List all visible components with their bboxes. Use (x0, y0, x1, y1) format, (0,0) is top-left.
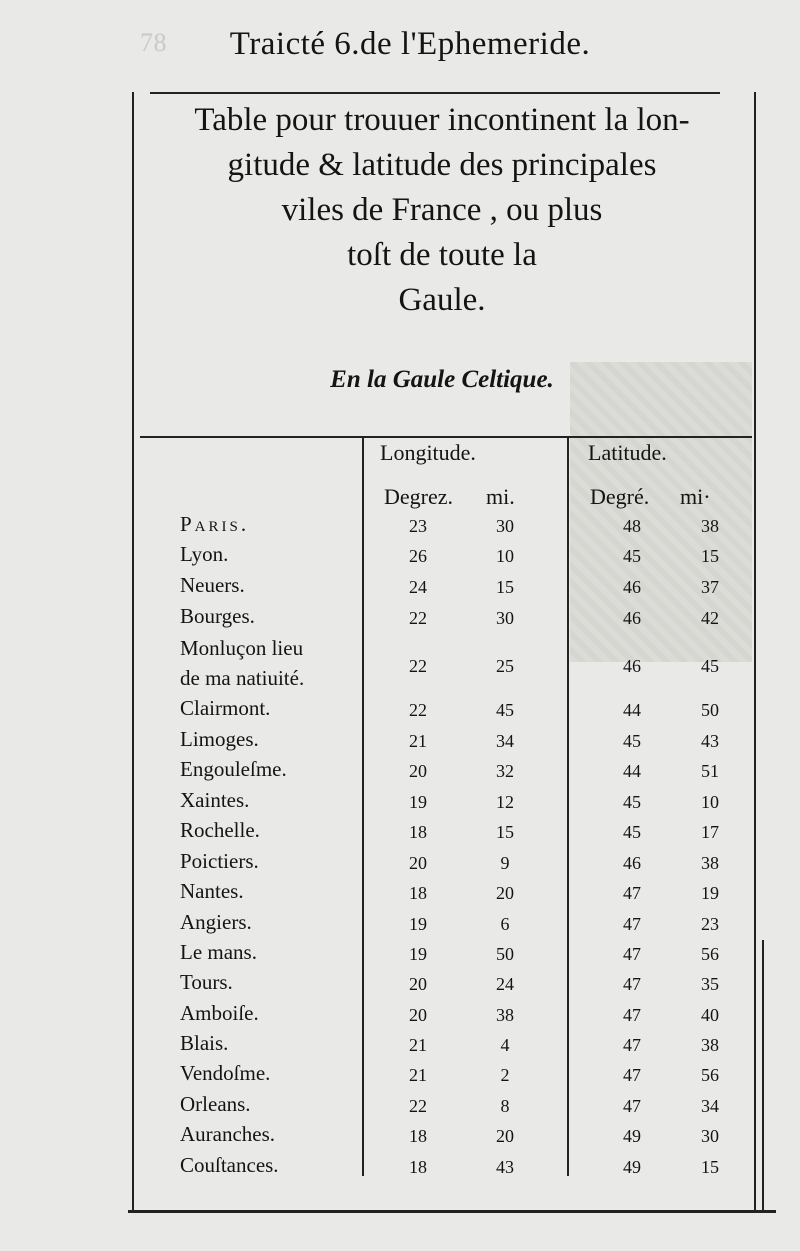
longitude-degrees-cell: 22 (409, 700, 427, 720)
section-heading: En la Gaule Celtique. (330, 366, 554, 393)
running-head (140, 26, 670, 63)
city-name: Tours. (180, 970, 233, 994)
city-name: Angiers. (180, 910, 252, 934)
longitude-degrees-cell: 24 (409, 577, 427, 597)
latitude-minutes-cell: 51 (701, 761, 719, 781)
longitude-minutes-cell: 30 (496, 608, 514, 628)
city-name: Poictiers. (180, 849, 259, 873)
latitude-minutes-cell: 35 (701, 974, 719, 994)
latitude-minutes-cell: 15 (701, 546, 719, 566)
latitude-degrees-cell: 46 (623, 853, 641, 873)
bottom-rule (128, 1210, 776, 1213)
longitude-degrees-cell: 19 (409, 944, 427, 964)
latitude-minutes-cell: 37 (701, 577, 719, 597)
latitude-degrees-cell: 44 (623, 700, 641, 720)
page-number: 78 (140, 28, 167, 57)
longitude-degrees-cell: 20 (409, 974, 427, 994)
title-line: gitude & latitude des principales (227, 147, 657, 183)
running-head-text: Traicté 6.de l'Ephemeride. (229, 26, 591, 62)
longitude-minutes-cell: 9 (500, 853, 510, 873)
city-name: Couſtances. (180, 1153, 279, 1177)
longitude-degrees-cell: 26 (409, 546, 427, 566)
longitude-degrees-cell: 22 (409, 1096, 427, 1116)
latitude-degrees-cell: 46 (623, 608, 641, 628)
longitude-minutes-cell: 24 (496, 974, 514, 994)
title-line: Table pour trouuer incontinent la lon- (194, 102, 690, 138)
longitude-minutes-cell: 34 (496, 731, 514, 751)
latitude-degrees-cell: 46 (623, 656, 641, 676)
longitude-degrees-cell: 19 (409, 914, 427, 934)
city-name: Neuers. (180, 573, 245, 597)
latitude-minutes-header: mi· (680, 484, 711, 509)
city-name: Orleans. (180, 1092, 251, 1116)
latitude-degrees-cell: 47 (623, 1096, 641, 1116)
latitude-minutes-cell: 17 (701, 822, 719, 842)
city-name: Auranches. (180, 1122, 276, 1146)
longitude-minutes-cell: 15 (496, 577, 514, 597)
latitude-minutes-cell: 38 (701, 853, 719, 873)
longitude-minutes-cell: 2 (500, 1065, 510, 1085)
city-name: Amboiſe. (180, 1001, 259, 1025)
latitude-minutes-cell: 45 (701, 656, 719, 676)
latitude-minutes-cell: 42 (701, 608, 719, 628)
latitude-minutes-cell: 15 (701, 1157, 719, 1177)
longitude-degrees-cell: 21 (409, 1035, 427, 1055)
longitude-degrees-cell: 20 (409, 761, 427, 781)
latitude-minutes-cell: 34 (701, 1096, 719, 1116)
city-name: Engouleſme. (180, 757, 287, 781)
longitude-minutes-cell: 45 (496, 700, 514, 720)
latitude-minutes-cell: 40 (701, 1005, 719, 1025)
latitude-minutes-cell: 10 (701, 792, 719, 812)
latitude-degrees-cell: 45 (623, 822, 641, 842)
longitude-degrees-cell: 18 (409, 883, 427, 903)
header-rule (140, 436, 752, 438)
city-name: Rochelle. (180, 818, 260, 842)
city-name: Monluçon lieu (180, 636, 304, 660)
latitude-degrees-cell: 44 (623, 761, 641, 781)
city-name: Limoges. (180, 727, 259, 751)
latitude-degrees-cell: 45 (623, 731, 641, 751)
latitude-minutes-cell: 56 (701, 944, 719, 964)
title-line: toſt de toute la (347, 237, 537, 273)
city-name: Nantes. (180, 879, 244, 903)
latitude-degrees-cell: 47 (623, 883, 641, 903)
city-name: Paris. (180, 512, 250, 536)
latitude-degrees-header: Degré. (590, 484, 650, 509)
table-title (140, 98, 744, 323)
longitude-degrees-cell: 21 (409, 731, 427, 751)
longitude-minutes-cell: 30 (496, 516, 514, 536)
longitude-degrees-cell: 18 (409, 1157, 427, 1177)
latitude-minutes-cell: 38 (701, 516, 719, 536)
latitude-degrees-cell: 49 (623, 1157, 641, 1177)
latitude-degrees-cell: 47 (623, 1065, 641, 1085)
city-name: Xaintes. (180, 788, 250, 812)
city-name: Bourges. (180, 604, 255, 628)
longitude-minutes-cell: 25 (496, 656, 514, 676)
column-divider-right (567, 436, 569, 1176)
longitude-minutes-cell: 43 (496, 1157, 514, 1177)
longitude-minutes-cell: 6 (500, 914, 510, 934)
longitude-header: Longitude. (380, 440, 476, 465)
longitude-degrees-cell: 23 (409, 516, 427, 536)
longitude-minutes-cell: 4 (500, 1035, 510, 1055)
latitude-degrees-cell: 47 (623, 1005, 641, 1025)
right-rule-tail (762, 940, 764, 1210)
longitude-degrees-cell: 18 (409, 822, 427, 842)
latitude-minutes-cell: 23 (701, 914, 719, 934)
latitude-header: Latitude. (588, 440, 667, 465)
longitude-minutes-header: mi. (486, 484, 515, 509)
latitude-minutes-cell: 19 (701, 883, 719, 903)
longitude-degrees-cell: 21 (409, 1065, 427, 1085)
longitude-degrees-cell: 22 (409, 656, 427, 676)
latitude-degrees-cell: 48 (623, 516, 641, 536)
latitude-degrees-cell: 46 (623, 577, 641, 597)
city-name: Clairmont. (180, 696, 271, 720)
latitude-minutes-cell: 43 (701, 731, 719, 751)
longitude-degrees-cell: 18 (409, 1126, 427, 1146)
longitude-minutes-cell: 8 (500, 1096, 510, 1116)
latitude-degrees-cell: 47 (623, 974, 641, 994)
longitude-minutes-cell: 20 (496, 1126, 514, 1146)
latitude-degrees-cell: 45 (623, 792, 641, 812)
longitude-minutes-cell: 20 (496, 883, 514, 903)
latitude-minutes-cell: 30 (701, 1126, 719, 1146)
title-line: Gaule. (398, 282, 486, 318)
latitude-degrees-cell: 47 (623, 914, 641, 934)
latitude-degrees-cell: 47 (623, 1035, 641, 1055)
city-name-continued: de ma natiuité. (180, 666, 305, 690)
city-name: Blais. (180, 1031, 229, 1055)
longitude-minutes-cell: 12 (496, 792, 514, 812)
latitude-minutes-cell: 38 (701, 1035, 719, 1055)
city-name: Le mans. (180, 940, 257, 964)
longitude-degrees-cell: 20 (409, 853, 427, 873)
longitude-minutes-cell: 50 (496, 944, 514, 964)
longitude-degrees-cell: 22 (409, 608, 427, 628)
longitude-degrees-header: Degrez. (384, 484, 454, 509)
latitude-minutes-cell: 50 (701, 700, 719, 720)
latitude-degrees-cell: 45 (623, 546, 641, 566)
longitude-minutes-cell: 10 (496, 546, 514, 566)
city-name: Vendoſme. (180, 1061, 271, 1085)
city-name: Lyon. (180, 542, 229, 566)
column-divider-left (362, 436, 364, 1176)
longitude-degrees-cell: 20 (409, 1005, 427, 1025)
title-line: viles de France , ou plus (281, 192, 603, 228)
latitude-degrees-cell: 49 (623, 1126, 641, 1146)
longitude-minutes-cell: 38 (496, 1005, 514, 1025)
longitude-minutes-cell: 32 (496, 761, 514, 781)
longitude-minutes-cell: 15 (496, 822, 514, 842)
longitude-degrees-cell: 19 (409, 792, 427, 812)
latitude-minutes-cell: 56 (701, 1065, 719, 1085)
latitude-degrees-cell: 47 (623, 944, 641, 964)
